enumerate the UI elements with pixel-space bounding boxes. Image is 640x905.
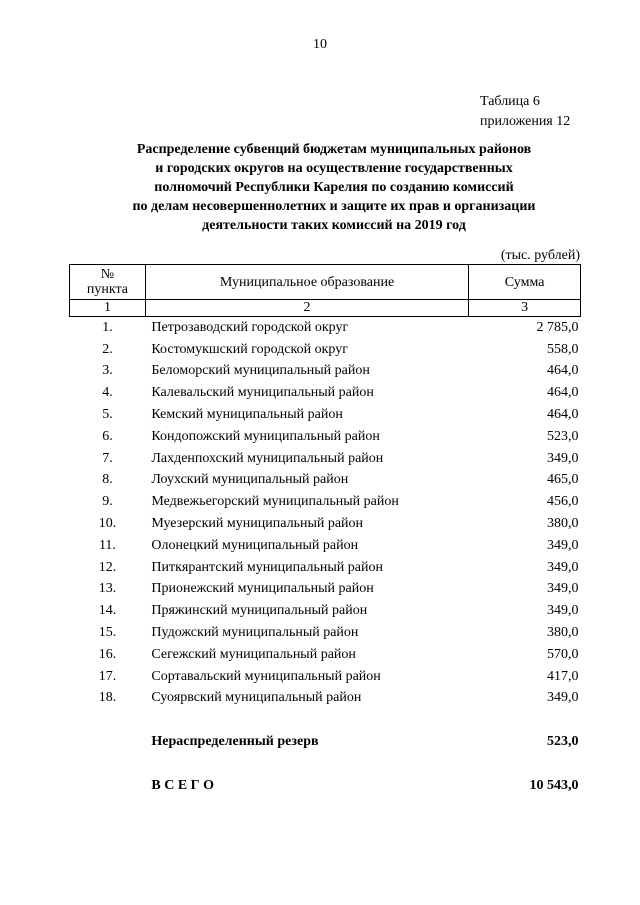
header-municipality: Муниципальное образование (145, 265, 468, 300)
row-amount: 464,0 (547, 363, 579, 379)
total-row (70, 775, 581, 797)
row-municipality: Лахденпохский муниципальный район (151, 450, 384, 466)
table-header-row (70, 265, 581, 300)
row-number: 11. (98, 537, 116, 553)
table-row (70, 579, 581, 601)
row-municipality: Питкярантский муниципальный район (151, 559, 383, 575)
document-title (60, 140, 608, 235)
table-row (70, 404, 581, 426)
units-label: (тыс. рублей) (500, 248, 580, 263)
row-amount: 570,0 (547, 646, 579, 662)
row-municipality: Муезерский муниципальный район (151, 516, 364, 532)
title-line-2: и городских округов на осуществление государственных (155, 161, 513, 176)
row-municipality: Суоярвский муниципальный район (151, 690, 362, 706)
row-number: 5. (102, 407, 113, 423)
table-row (70, 448, 581, 470)
numbering-cell-2: 2 (145, 300, 468, 317)
table-numbering-row (70, 300, 581, 317)
distribution-table (69, 264, 581, 797)
table-row (70, 470, 581, 492)
title-line-4: по делам несовершеннолетних и защите их прав и организации (132, 199, 536, 214)
row-number: 8. (102, 472, 113, 488)
reserve-amount: 523,0 (547, 734, 579, 750)
row-amount: 465,0 (547, 472, 579, 488)
row-amount: 464,0 (547, 407, 579, 423)
row-municipality: Сегежский муниципальный район (151, 646, 356, 662)
row-number: 7. (102, 450, 113, 466)
row-amount: 380,0 (547, 625, 579, 641)
table-row (70, 535, 581, 557)
row-number: 2. (102, 341, 113, 357)
table-row (70, 622, 581, 644)
total-label: В С Е Г О (151, 777, 214, 793)
table-row (70, 557, 581, 579)
row-amount: 349,0 (547, 581, 579, 597)
row-amount: 417,0 (547, 668, 579, 684)
row-municipality: Лоухский муниципальный район (151, 472, 349, 488)
row-number: 14. (98, 603, 117, 619)
row-amount: 2 785,0 (536, 319, 579, 335)
total-amount: 10 543,0 (529, 777, 579, 793)
row-municipality: Калевальский муниципальный район (151, 385, 374, 401)
numbering-cell-1: 1 (70, 300, 146, 317)
table-body (70, 317, 581, 710)
numbering-cell-3: 3 (469, 300, 581, 317)
title-line-1: Распределение субвенций бюджетам муниципальных районов (136, 142, 532, 157)
row-number: 6. (102, 428, 113, 444)
row-number: 4. (102, 385, 113, 401)
table-row (70, 361, 581, 383)
table-row (70, 666, 581, 688)
table-row (70, 644, 581, 666)
row-number: 16. (98, 646, 117, 662)
title-line-5: деятельности таких комиссий на 2019 год (202, 218, 466, 233)
table-row (70, 688, 581, 710)
table-summary (70, 709, 581, 796)
row-amount: 349,0 (547, 559, 579, 575)
reserve-row (70, 731, 581, 753)
title-line-3: полномочий Республики Карелия по созданию комиссий (154, 180, 514, 195)
row-number: 15. (98, 625, 117, 641)
row-municipality: Олонецкий муниципальный район (151, 537, 359, 553)
row-municipality: Сортавальский муниципальный район (151, 668, 381, 684)
row-municipality: Пудожский муниципальный район (151, 625, 359, 641)
row-municipality: Пряжинский муниципальный район (151, 603, 368, 619)
row-number: 1. (102, 319, 113, 335)
table-row (70, 339, 581, 361)
row-municipality: Кондопожский муниципальный район (151, 428, 380, 444)
row-number: 10. (98, 516, 117, 532)
row-amount: 349,0 (547, 690, 579, 706)
table-row (70, 600, 581, 622)
table-reference-line2: приложения 12 (480, 114, 571, 129)
table-row (70, 513, 581, 535)
row-number: 3. (102, 363, 113, 379)
row-amount: 380,0 (547, 516, 579, 532)
reserve-label: Нераспределенный резерв (151, 734, 319, 750)
table-row (70, 491, 581, 513)
row-amount: 349,0 (547, 537, 579, 553)
row-municipality: Медвежьегорский муниципальный район (151, 494, 399, 510)
row-municipality: Петрозаводский городской округ (151, 319, 349, 335)
row-number: 13. (98, 581, 117, 597)
row-amount: 464,0 (547, 385, 579, 401)
table-row (70, 382, 581, 404)
row-number: 18. (98, 690, 117, 706)
row-municipality: Кемский муниципальный район (151, 407, 343, 423)
row-number: 17. (98, 668, 117, 684)
row-amount: 558,0 (547, 341, 579, 357)
row-municipality: Костомукшский городской округ (151, 341, 348, 357)
row-amount: 349,0 (547, 603, 579, 619)
header-amount: Сумма (469, 265, 581, 300)
table-reference (480, 92, 570, 132)
row-amount: 349,0 (547, 450, 579, 466)
row-number: 9. (102, 494, 113, 510)
table-reference-line1: Таблица 6 (480, 94, 540, 109)
table-row (70, 426, 581, 448)
table-row (70, 317, 581, 339)
row-amount: 523,0 (547, 428, 579, 444)
row-municipality: Беломорский муниципальный район (151, 363, 370, 379)
header-number: № пункта (70, 265, 146, 300)
row-municipality: Прионежский муниципальный район (151, 581, 374, 597)
row-number: 12. (98, 559, 117, 575)
page-number: 10 (313, 37, 327, 52)
row-amount: 456,0 (547, 494, 579, 510)
